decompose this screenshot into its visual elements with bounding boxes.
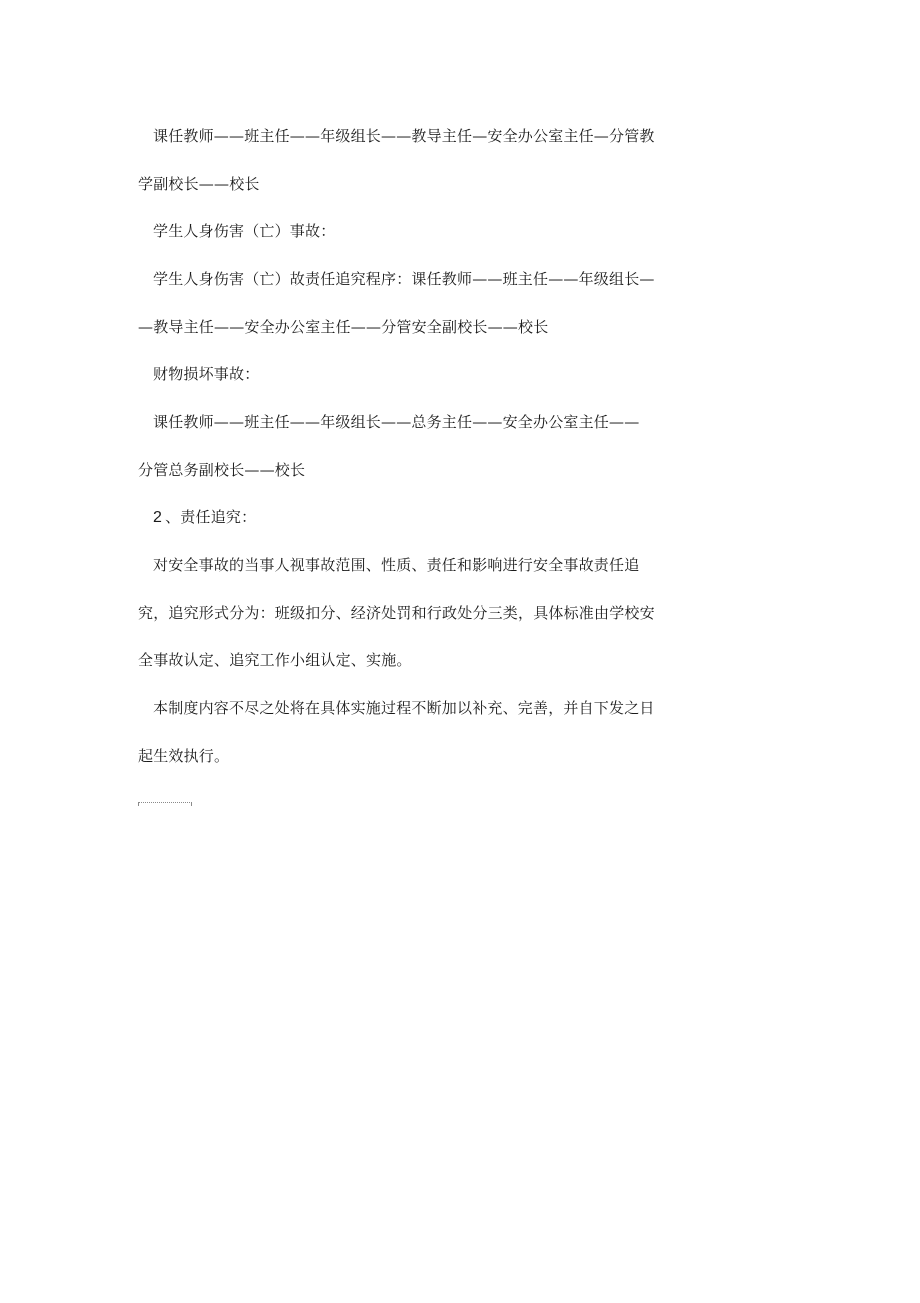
paragraph-line: 学生人身伤害（亡）故责任追究程序：课任教师——班主任——年级组长— — [153, 270, 655, 288]
paragraph-line: —教导主任——安全办公室主任——分管安全副校长——校长 — [138, 318, 549, 336]
paragraph-line: 本制度内容不尽之处将在具体实施过程不断加以补充、完善，并自下发之日 — [153, 699, 655, 717]
paragraph-line: 课任教师——班主任——年级组长——总务主任——安全办公室主任—— — [153, 413, 640, 431]
section-heading-text: 、责任追究： — [165, 508, 257, 526]
paragraph-line: 全事故认定、追究工作小组认定、实施。 — [138, 651, 412, 669]
paragraph-line: 学副校长——校长 — [138, 175, 260, 193]
paragraph-line: 财物损坏事故： — [153, 365, 260, 383]
paragraph-line: 分管总务副校长——校长 — [138, 461, 306, 479]
paragraph-line: 究，追究形式分为：班级扣分、经济处罚和行政处分三类，具体标准由学校安 — [138, 604, 655, 622]
end-of-text-marker — [138, 802, 192, 803]
section-number: 2 — [153, 509, 163, 526]
paragraph-line: 学生人身伤害（亡）事故： — [153, 222, 336, 240]
paragraph-line: 课任教师——班主任——年级组长——教导主任—安全办公室主任—分管教 — [153, 127, 655, 145]
section-heading — [153, 507, 693, 528]
paragraph-line: 对安全事故的当事人视事故范围、性质、责任和影响进行安全事故责任追 — [153, 556, 640, 574]
paragraph-line: 起生效执行。 — [138, 747, 230, 765]
